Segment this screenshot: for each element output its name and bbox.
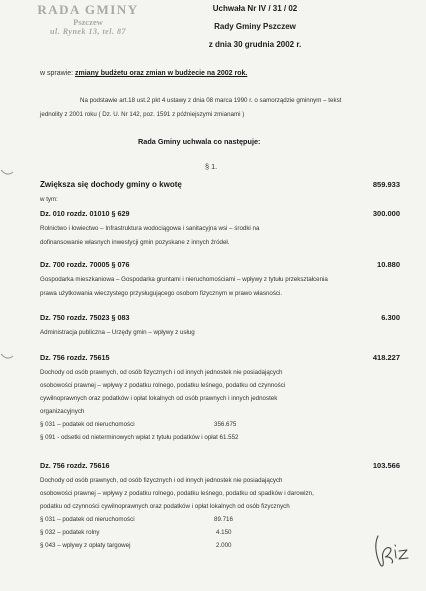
item-description: Dochody od osób prawnych, od osób fizycznych i od innych jednostek nie posiadających [40,369,283,376]
resolves-heading: Rada Gminy uchwala co następuje: [138,137,261,146]
resolution-date: z dnia 30 grudnia 2002 r. [208,40,302,49]
stamp-line-2: Pszczew [73,17,103,27]
in-which-label: w tym: [40,196,58,203]
sub-item-value: 4.150 [216,529,232,536]
legal-basis-line-2: jednolity z 2001 roku ( Dz. U. Nr 142, poz. 1591 z późniejszymi zmianami ) [40,111,245,118]
handwritten-signature [368,530,414,572]
sub-item-label: § 032 – podatek rolny [40,529,100,536]
sub-item-value: 89.716 [214,516,233,523]
item-description: Rolnictwo i łowiectwo – Infrastruktura wodociągowa i sanitacyjna wsi – środki na [40,225,260,232]
increase-amount: 859.933 [372,180,400,189]
item-amount: 10.880 [377,260,400,269]
subject-prefix: w sprawie: [40,70,76,77]
item-heading: Dz. 750 rozdz. 75023 § 083 [40,313,130,322]
sub-item-label: § 043 – wpływy z opłaty targowej [40,542,131,549]
punch-mark [0,352,14,362]
item-amount: 103.566 [372,461,400,470]
item-heading: Dz. 756 rozdz. 75616 [40,461,110,470]
sub-item-value: 2.000 [216,542,232,549]
item-description: organizacyjnych [40,408,85,415]
item-heading: Dz. 010 rozdz. 01010 § 629 [40,209,130,218]
subject-text: zmiany budżetu oraz zmian w budżecie na 2002 rok. [75,70,248,77]
item-description: podatku od czynności cywilnoprawnych oraz podatków i opłat lokalnych od osób fizycznych [40,503,290,510]
item-description: Administracja publiczna – Urzędy gmin – wpływy z usług [40,329,195,336]
item-description: Gospodarka mieszkaniowa – Gospodarka gruntami i nieruchomościami – wpływy z tytułu przekształcenia [40,276,328,283]
sub-item-label: § 031 – podatek od nieruchomości [40,421,135,428]
sub-item-value: 356.675 [214,421,237,428]
resolution-number: Uchwała Nr IV / 31 / 02 [212,4,298,13]
legal-basis-line-1: Na podstawie art.18 ust.2 pkt 4 ustawy z dnia 08 marca 1990 r. o samorządzie gminnym – tekst [80,97,342,104]
increase-label: Zwiększa się dochody gminy o kwotę [40,180,182,189]
item-description: Dochody od osób prawnych, od osób fizycznych i od innych jednostek nie posiadających [40,477,283,484]
sub-item-label: § 031 – podatek od nieruchomości [40,516,135,523]
section-heading: § 1. [205,162,218,171]
item-heading: Dz. 756 rozdz. 75615 [40,353,110,362]
punch-mark [0,168,14,178]
item-description: prawa użytkowania wieczystego przysługującego osobom fizycznym w prawo własności. [40,290,283,297]
subject-line [40,70,247,77]
item-amount: 6.300 [381,313,400,322]
stamp-line-3: ul. Rynek 13, tel. 87 [50,27,126,36]
item-heading: Dz. 700 rozdz. 70005 § 076 [40,260,130,269]
stamp-line-1: RADA GMINY [37,2,139,17]
item-amount: 418.227 [372,353,400,362]
item-amount: 300.000 [372,209,400,218]
sub-item-line: § 091 - odsetki od nieterminowych wpłat z tytułu podatków i opłat 61.552 [40,434,239,441]
item-description: dofinansowanie własnych inwestycji gmin pozyskane z innych źródeł. [40,239,230,246]
council-name: Rady Gminy Pszczew [214,22,296,31]
item-description: osobowości prawnej – wpływy z podatku rolnego, podatku leśnego, podatku od spadków i darowizn, [40,490,314,497]
item-description: cywilnoprawnych oraz podatków i opłat lokalnych od osób prawnych i innych jednostek [40,395,278,402]
item-description: osobowości prawnej – wpływy z podatku rolnego, podatku leśnego, podatku od czynności [40,382,286,389]
council-stamp [34,2,142,36]
